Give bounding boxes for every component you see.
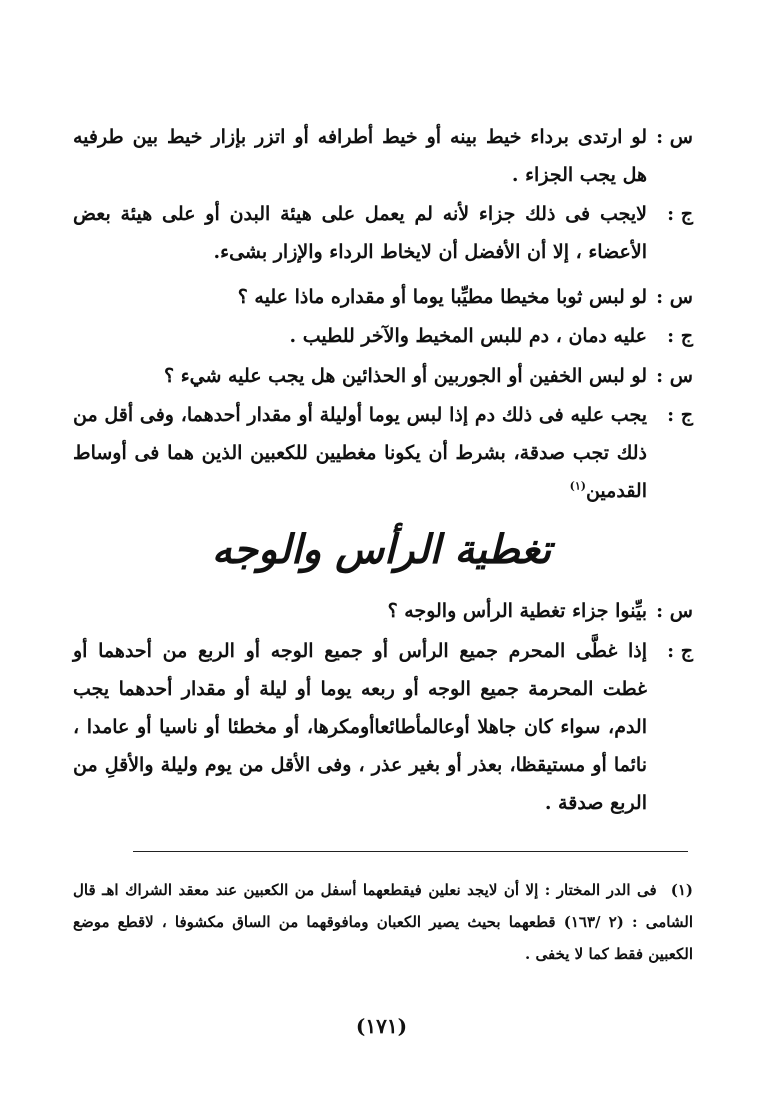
footnote-divider bbox=[133, 851, 688, 852]
answer-text: عليه دمان ، دم للبس المخيط والآخر للطيب . bbox=[289, 325, 647, 347]
question-label: س : bbox=[656, 286, 693, 308]
answer-label: ج : bbox=[667, 640, 693, 662]
question-label: س : bbox=[656, 365, 693, 387]
section-heading: تغطية الرأس والوجه bbox=[211, 526, 552, 573]
question-text: لو لبس ثوبا مخيطا مطيِّبا يوما أو مقداره ماذا عليه ؟ bbox=[237, 286, 647, 308]
answer-text bbox=[73, 396, 647, 510]
answer-label: ج : bbox=[667, 203, 693, 225]
answer-3 bbox=[73, 396, 693, 510]
answer-label: ج : bbox=[667, 404, 693, 426]
answer-body: يجب عليه فى ذلك دم إذا لبس يوما أوليلة أو مقدار أحدهما، وفى أقل من ذلك تجب صدقة، بشرط أن يكونا مغطيين للكعبين الذين هما فى أوساط القدمين bbox=[73, 404, 647, 502]
question-label: س : bbox=[656, 600, 693, 622]
question-text: بيِّنوا جزاء تغطية الرأس والوجه ؟ bbox=[387, 600, 647, 622]
question-4 bbox=[73, 592, 693, 630]
question-2 bbox=[73, 278, 693, 316]
question-1 bbox=[73, 118, 693, 194]
page-number: (١٧١) bbox=[355, 1014, 408, 1038]
question-text: لو لبس الخفين أو الجوربين أو الحذائين هل يجب عليه شيء ؟ bbox=[164, 365, 647, 387]
footnote-number: (١) bbox=[670, 881, 693, 899]
answer-text: إذا غطَّى المحرم جميع الرأس أو جميع الوجه أو الربع من أحدهما أو غطت المحرمة جميع الوجه أو ربعه يوما أو ليلة أو مقدار أحدهما يجب الدم، سواء كان جاهلا أوعالمأطائعاأومكرها، أو مخطئا أو ناسيا أو عامدا ، نائما أو مستيقظا، بعذر أو بغير عذر ، وفى الأقل من يوم وليلة والأقلِ من الربع صدقة . bbox=[73, 640, 647, 814]
answer-1 bbox=[73, 195, 693, 271]
footnote-reference[interactable]: (١) bbox=[569, 479, 586, 493]
question-label: س : bbox=[656, 126, 693, 148]
answer-text: لايجب فى ذلك جزاء لأنه لم يعمل على هيئة البدن أو على هيئة بعض الأعضاء ، إلا أن الأفضل أن لايخاط الرداء والإزار بشىء. bbox=[73, 203, 647, 263]
answer-2 bbox=[73, 317, 693, 355]
question-3 bbox=[73, 357, 693, 395]
answer-label: ج : bbox=[667, 325, 693, 347]
footnote bbox=[73, 874, 693, 970]
footnote-text: فى الدر المختار : إلا أن لايجد نعلين فيقطعهما أسفل من الكعبين عند معقد الشراك اهـ قال الشامى : (٢ /١٦٣) قطعهما بحيث يصير الكعبان ومافوقهما من الساق مكشوفا ، لاقطع موضع الكعبين فقط كما لا يخفى . bbox=[73, 881, 693, 963]
question-text: لو ارتدى برداء خيط بينه أو خيط أطرافه أو اتزر بإزار خيط بين طرفيه هل يجب الجزاء . bbox=[73, 126, 647, 186]
answer-4 bbox=[73, 632, 693, 822]
